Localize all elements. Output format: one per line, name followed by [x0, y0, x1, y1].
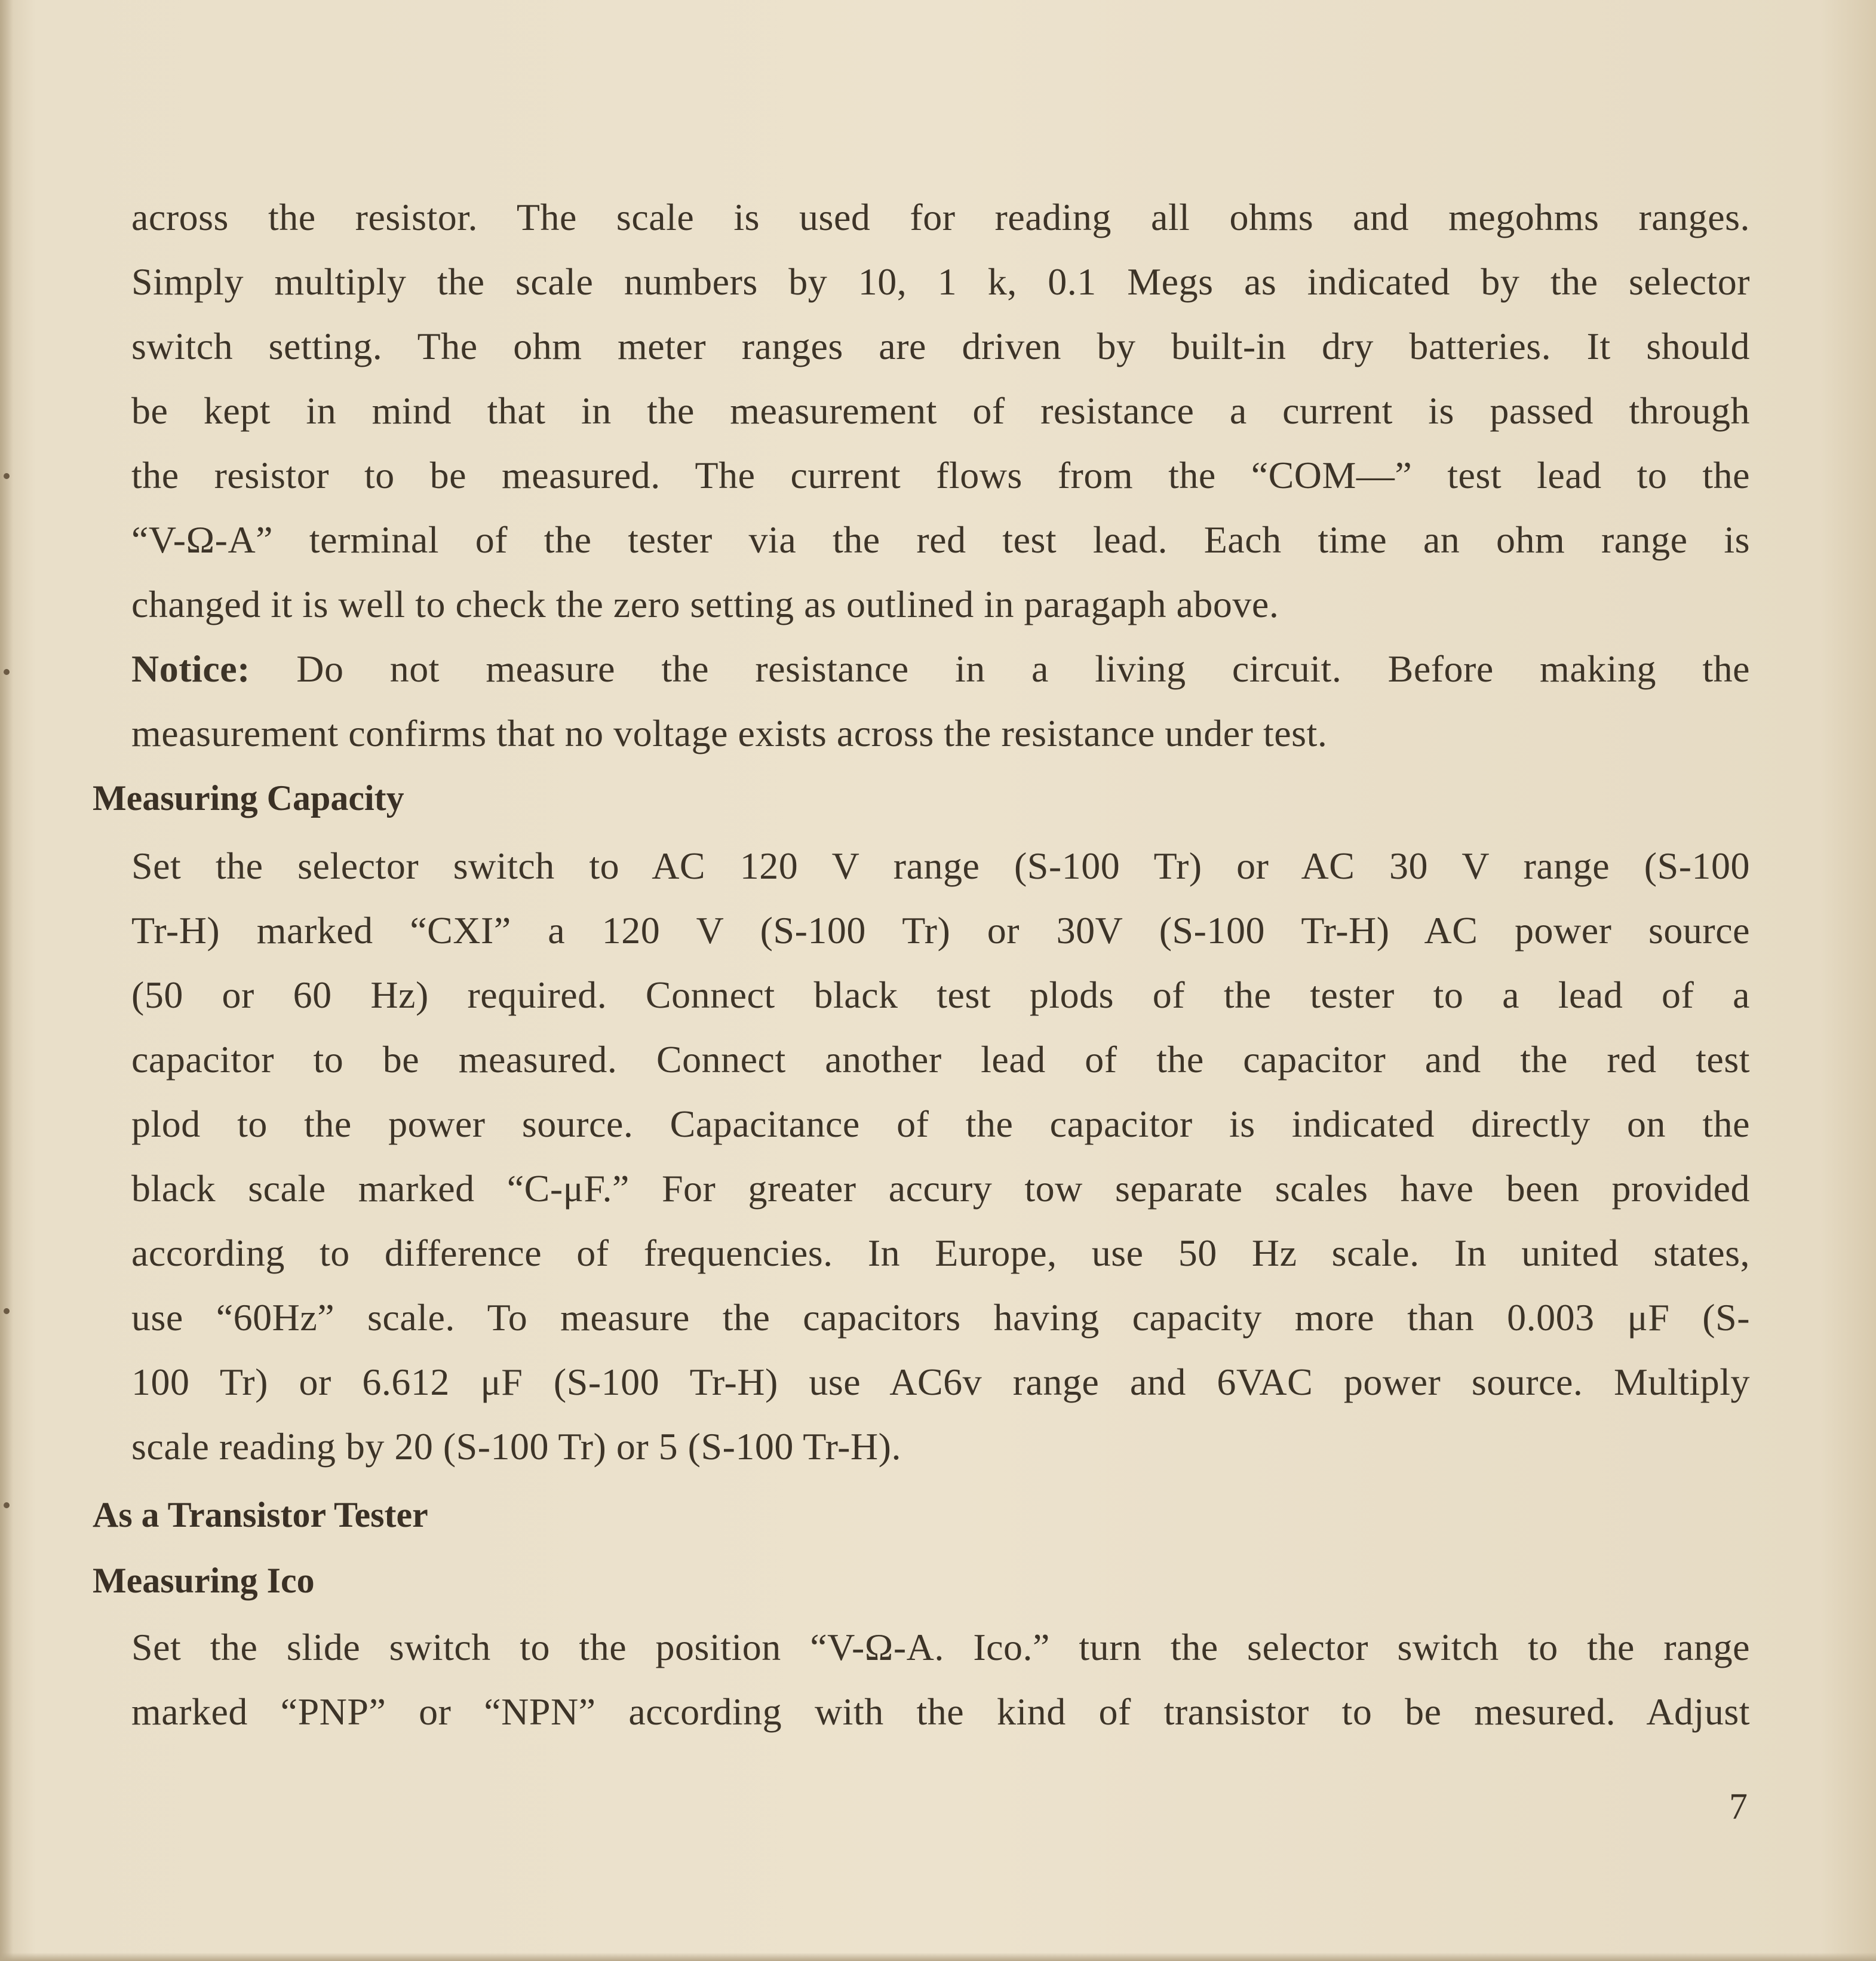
paragraph-line: “V-Ω-A” terminal of the tester via the red test lead. Each time an ohm range is	[131, 518, 1750, 561]
subheading-ico: Measuring Ico	[93, 1561, 315, 1600]
paragraph-line: according to difference of frequencies. In Europe, use 50 Hz scale. In united states,	[131, 1232, 1750, 1274]
paragraph-line: black scale marked “C-μF.” For greater accury tow separate scales have been provided	[131, 1167, 1750, 1210]
paragraph-line: switch setting. The ohm meter ranges are driven by built-in dry batteries. It should	[131, 325, 1750, 367]
notice-text: Do not measure the resistance in a living circuit. Before making the	[296, 647, 1750, 690]
paragraph-line: use “60Hz” scale. To measure the capacitors having capacity more than 0.003 μF (S-	[131, 1296, 1750, 1339]
binding-mark	[4, 1308, 10, 1314]
paragraph-line: changed it is well to check the zero setting as outlined in paragaph above.	[131, 583, 1279, 625]
paragraph-line: Set the selector switch to AC 120 V range (S-100 Tr) or AC 30 V range (S-100	[131, 845, 1750, 887]
paragraph-line: be kept in mind that in the measurement of resistance a current is passed through	[131, 389, 1750, 432]
paragraph-line: the resistor to be measured. The current flows from the “COM—” test lead to the	[131, 454, 1750, 496]
paragraph-line: Simply multiply the scale numbers by 10, 1 k, 0.1 Megs as indicated by the selector	[131, 260, 1750, 303]
paragraph-line: Tr-H) marked “CXI” a 120 V (S-100 Tr) or 30V (S-100 Tr-H) AC power source	[131, 909, 1750, 952]
notice-line	[131, 645, 1750, 693]
section-heading-transistor: As a Transistor Tester	[93, 1495, 428, 1535]
bottom-edge-shadow	[0, 1953, 1876, 1961]
binding-mark	[4, 473, 10, 479]
binding-edge-shadow	[0, 0, 13, 1961]
paragraph-line: (50 or 60 Hz) required. Connect black test plods of the tester to a lead of a	[131, 974, 1750, 1016]
paragraph-line: scale reading by 20 (S-100 Tr) or 5 (S-100 Tr-H).	[131, 1425, 901, 1468]
page-number: 7	[1729, 1787, 1748, 1827]
paragraph-line: marked “PNP” or “NPN” according with the kind of transistor to be mesured. Adjust	[131, 1690, 1750, 1733]
notice-label: Notice:	[131, 647, 250, 690]
paragraph-line: capacitor to be measured. Connect another lead of the capacitor and the red test	[131, 1038, 1750, 1081]
binding-mark	[4, 1502, 10, 1508]
paragraph-line: Set the slide switch to the position “V-Ω-A. Ico.” turn the selector switch to the range	[131, 1626, 1750, 1668]
paragraph-line: 100 Tr) or 6.612 μF (S-100 Tr-H) use AC6v range and 6VAC power source. Multiply	[131, 1361, 1750, 1403]
notice-line: measurement confirms that no voltage exists across the resistance under test.	[131, 712, 1328, 754]
section-heading-capacity: Measuring Capacity	[93, 778, 404, 818]
paragraph-line: across the resistor. The scale is used for reading all ohms and megohms ranges.	[131, 196, 1750, 238]
paragraph-line: plod to the power source. Capacitance of the capacitor is indicated directly on the	[131, 1103, 1750, 1145]
binding-mark	[4, 669, 10, 675]
